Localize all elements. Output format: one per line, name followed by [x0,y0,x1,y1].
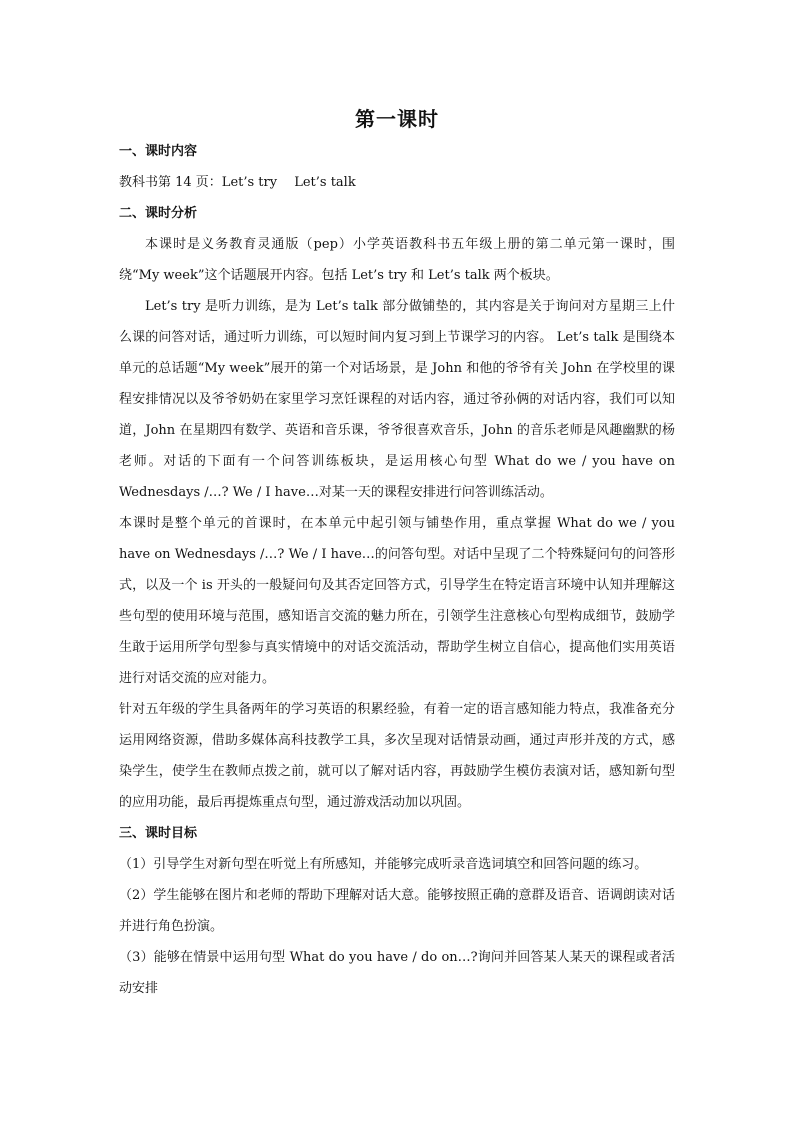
analysis-paragraph-4: 针对五年级的学生具备两年的学习英语的积累经验，有着一定的语言感知能力特点，我准备充分运用网络资源，借助多媒体高科技教学工具，多次呈现对话情景动画，通过声形并茂的方式，感染学生，使学生在教师点拨之前，就可以了解对话内容，再鼓励学生模仿表演对话，感知新句型的应用功能，最后再提炼重点句型，通过游戏活动加以巩固。 [119,702,675,810]
section-heading-analysis: 二、课时分析 [119,206,198,221]
analysis-paragraph-2: Let’s try 是听力训练，是为 Let’s talk 部分做铺垫的，其内容是关于询问对方星期三上什么课的问答对话，通过听力训练，可以短时间内复习到上节课学习的内容。 Let’s talk 是围绕本单元的总话题“My week”展开的第一个对话场景，是 John 和他的爷爷有关 John 在学校里的课程安排情况以及爷爷奶奶在家里学习烹饪课程的对话内容，通过爷孙俩的对话内容，我们可以知道，John 在星期四有数学、英语和音乐课，爷爷很喜欢音乐，John 的音乐老师是风趣幽默的杨老师。对话的下面有一个问答训练板块，是运用核心句型 What do we / you have on Wednesdays /…? We / I have…对某一天的课程安排进行问答训练活动。 [119,299,675,500]
goal-item-3: （3）能够在情景中运用句型 What do you have / do on…?询问并回答某人某天的课程或者活动安排 [119,950,675,996]
document-body [119,102,675,1004]
page-title: 第一课时 [355,107,439,131]
analysis-paragraph-3: 本课时是整个单元的首课时，在本单元中起引领与铺垫作用，重点掌握 What do we / you have on Wednesdays /…? We / I have…的问答句型。对话中呈现了二个特殊疑问句的问答形式，以及一个 is 开头的一般疑问句及其否定回答方式，引导学生在特定语言环境中认知并理解这些句型的使用环境与范围，感知语言交流的魅力所在，引领学生注意核心句型构成细节，鼓励学生敢于运用所学句型参与真实情境中的对话交流活动，帮助学生树立自信心，提高他们实用英语进行对话交流的应对能力。 [119,516,675,686]
lesson-content-text: 教科书第 14 页：Let’s try Let’s talk [119,175,356,190]
goal-item-2: （2）学生能够在图片和老师的帮助下理解对话大意。能够按照正确的意群及语音、语调朗读对话并进行角色扮演。 [119,888,675,934]
section-heading-content: 一、课时内容 [119,144,198,159]
goal-item-1: （1）引导学生对新句型在听觉上有所感知，并能够完成听录音选词填空和回答问题的练习。 [119,857,648,872]
analysis-paragraph-1: 本课时是义务教育灵通版（pep）小学英语教科书五年级上册的第二单元第一课时，围绕“My week”这个话题展开内容。包括 Let’s try 和 Let’s talk 两个板块。 [119,237,675,283]
section-heading-goals: 三、课时目标 [119,826,198,841]
